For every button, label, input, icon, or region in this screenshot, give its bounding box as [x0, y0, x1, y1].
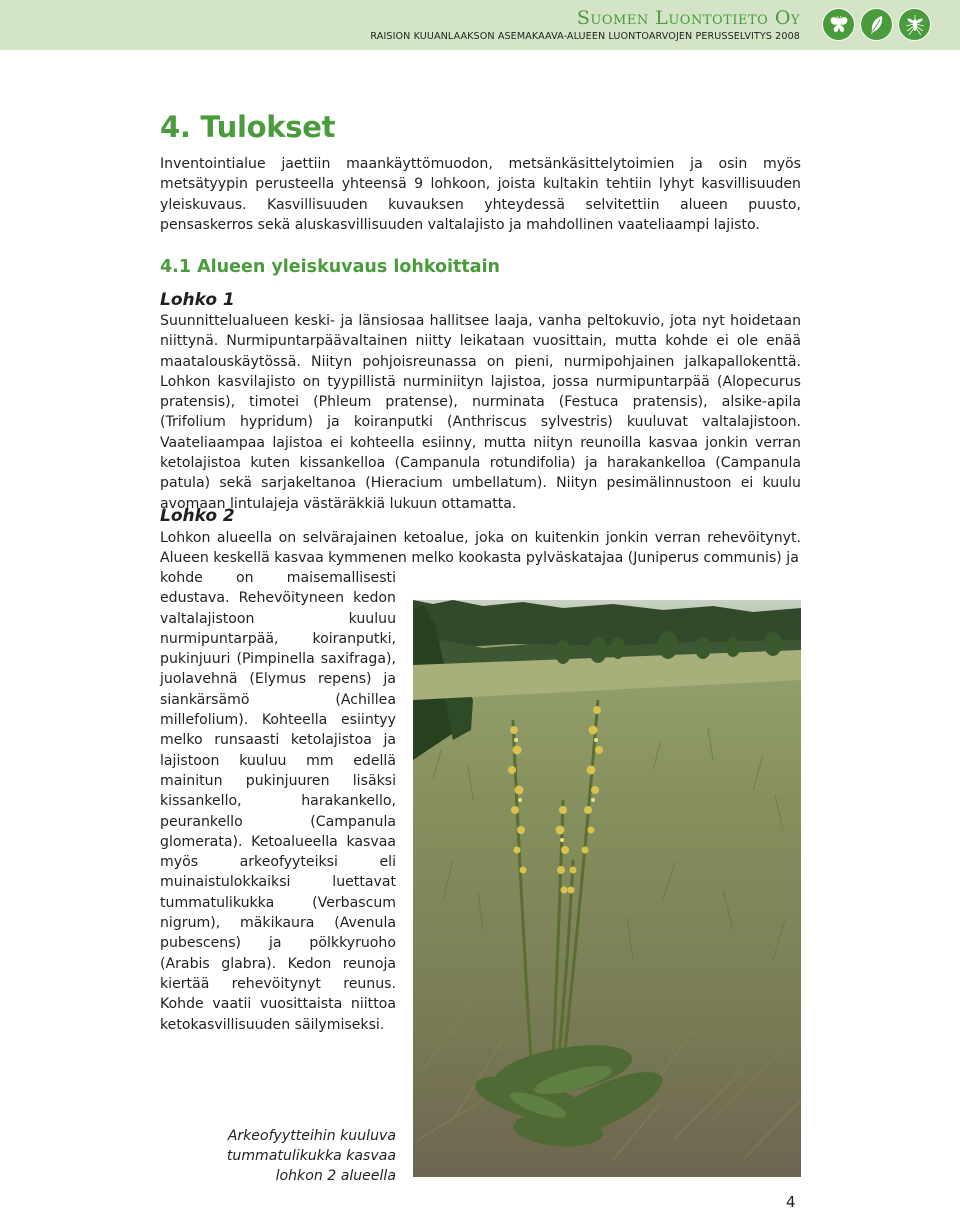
page-title: 4. Tulokset	[160, 110, 336, 144]
mosquito-icon	[898, 8, 931, 41]
intro-paragraph: Inventointialue jaettiin maankäyttömuodon, metsänkäsittelytoimien ja osin myös metsätyypin perusteella yhteensä 9 lohkoon, joista kultakin tehtiin lyhyt kasvillisuuden yleiskuvaus. Kasvillisuuden kuvauksen yhteydessä selvitettiin alueen puusto, pensaskerros sekä aluskasvillisuuden valtalajisto ja mahdollinen vaateliaampi lajisto.	[160, 156, 801, 233]
lohko-2-paragraph-continued: kohde on maisemallisesti edustava. Rehevöityneen kedon valtalajistoon kuuluu nurmipuntarpää, koiranputki, pukinjuuri (Pimpinella saxifraga), juolavehnä (Elymus repens) ja siankärsämö (Achillea millefolium). Kohteella esiintyy melko runsaasti ketolajistoa ja lajistoon kuuluu mm edellä mainitun pukinjuuren lisäksi kissankello, harakankello, peurankello (Campanula glomerata). Ketoalueella kasvaa myös arkeofyyteiksi eli muinaistulokkaiksi luettavat tummatulikukka (Verbascum nigrum), mäkikaura (Avenula pubescens) ja pölkkyruoho (Arabis glabra). Kedon reunoja kiertää rehevöitynyt reunus. Kohde vaatii vuosittaista niittoa ketokasvillisuuden säilymiseksi.	[160, 570, 396, 1033]
header-logo-icons	[822, 8, 931, 41]
butterfly-icon	[822, 8, 855, 41]
company-name: Suomen Luontotieto Oy	[576, 7, 800, 29]
lohko-2-heading: Lohko 2	[160, 506, 235, 526]
lohko-2-paragraph: Lohkon alueella on selvärajainen ketoalue, joka on kuitenkin jonkin verran rehevöitynyt. Alueen keskellä kasvaa kymmenen melko kookasta pylväskatajaa (Juniperus communis) ja	[160, 530, 801, 567]
lohko-1-paragraph: Suunnittelualueen keski- ja länsiosaa hallitsee laaja, vanha peltokuvio, jota nyt hoidetaan niittynä. Nurmipuntarpäävaltainen niitty leikataan vuosittain, mutta kohde ei ole enää maatalouskäytössä. Niityn pohjoisreunassa on pieni, nurmipohjainen jalkapallokenttä. Lohkon kasvilajisto on tyypillistä nurminiityn lajistoa, jossa nurmipuntarpää (Alopecurus pratensis), timotei (Phleum pratense), nurminata (Festuca pratensis), alsike-apila (Trifolium hypridum) ja koiranputki (Anthriscus sylvestris) kuuluvat valtalajistoon. Vaateliaampaa lajistoa ei kohteella esiinny, mutta niityn reunoilla kasvaa jonkin verran ketolajistoa kuten kissankelloa (Campanula rotundifolia) ja harakankelloa (Campanula patula) sekä sarjakeltanoa (Hieracium umbellatum). Niityn pesimälinnustoon ei kuulu avomaan lintulajeja västäräkkiä lukuun ottamatta.	[160, 313, 801, 512]
header-band	[0, 0, 960, 50]
lohko-1-heading: Lohko 1	[160, 290, 235, 310]
feather-icon	[860, 8, 893, 41]
page-number: 4	[786, 1193, 796, 1211]
section-heading: 4.1 Alueen yleiskuvaus lohkoittain	[160, 257, 501, 277]
report-subtitle: RAISION KUUANLAAKSON ASEMAKAAVA-ALUEEN LUONTOARVOJEN PERUSSELVITYS 2008	[370, 31, 800, 42]
meadow-photo	[413, 600, 801, 1177]
photo-caption: Arkeofyytteihin kuuluva tummatulikukka kasvaa lohkon 2 alueella	[226, 1128, 396, 1184]
